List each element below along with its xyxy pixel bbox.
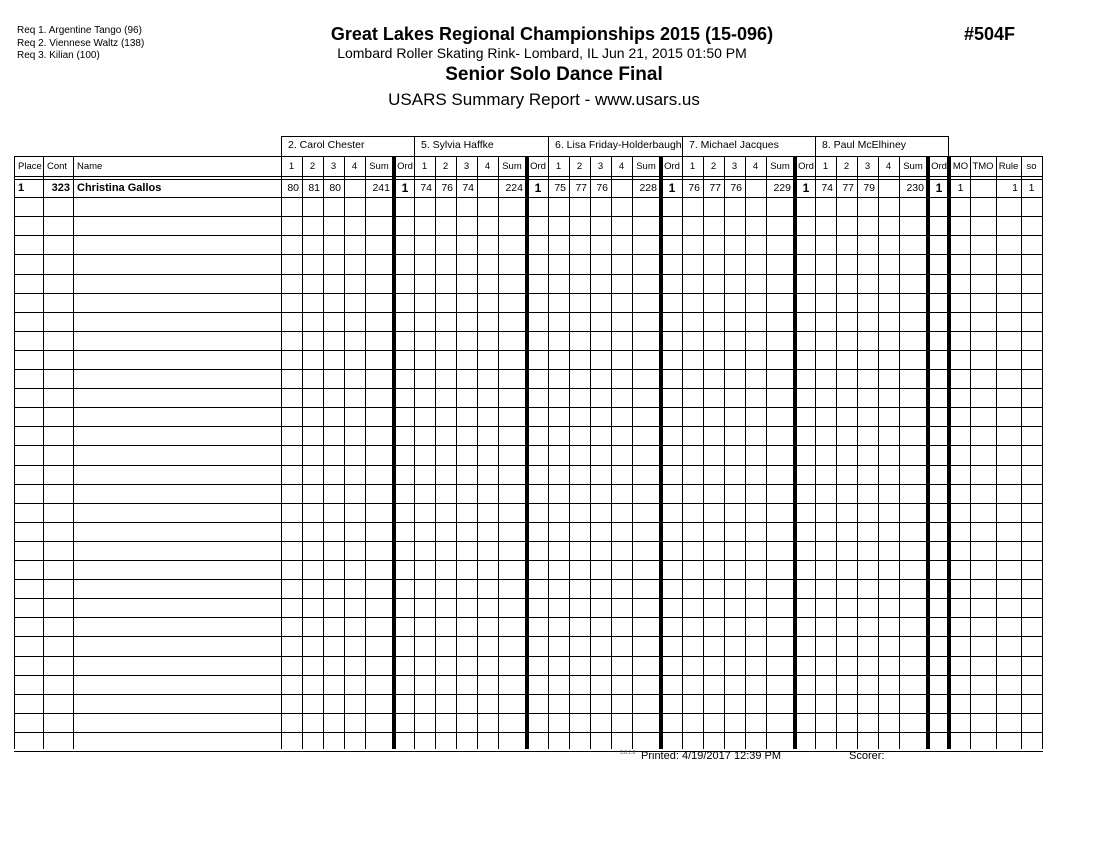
col-header-judge2-2: 2 <box>442 161 449 172</box>
judge1-s1: 80 <box>287 182 299 194</box>
grid-line <box>1021 156 1022 749</box>
col-header-judge1-4: 4 <box>351 161 358 172</box>
grid-line <box>836 156 837 749</box>
requirement-2: Req 2. Viennese Waltz (138) <box>17 37 145 49</box>
grid-line <box>611 156 612 749</box>
grid-line <box>745 156 746 749</box>
contestant-number: 323 <box>51 182 70 194</box>
judge2-s1: 74 <box>420 182 432 194</box>
judge2-s2: 76 <box>441 182 453 194</box>
grid-line <box>14 751 1043 752</box>
col-header-judge5-4: 4 <box>885 161 892 172</box>
col-header-judge5-1: 1 <box>822 161 829 172</box>
judge3-sum: 228 <box>639 182 657 194</box>
col-header-so: so <box>1026 161 1037 172</box>
competition-title: Great Lakes Regional Championships 2015 (15-096) <box>330 24 774 44</box>
judge1-s2: 81 <box>308 182 320 194</box>
col-header-judge4-sum: Sum <box>770 161 790 172</box>
grid-line <box>414 156 415 749</box>
tmo-value <box>970 179 996 197</box>
grid-line <box>724 156 725 749</box>
col-header-judge4-ord: Ord <box>798 161 814 172</box>
grid-line <box>477 156 478 749</box>
grid-line <box>281 156 282 749</box>
judge1-ord: 1 <box>401 181 409 195</box>
location-date: Lombard Roller Skating Rink- Lombard, IL Jun 21, 2015 01:50 PM <box>337 45 747 61</box>
col-header-tmo: TMO <box>972 161 994 172</box>
grid-line <box>435 156 436 749</box>
grid-line <box>703 156 704 749</box>
report-title: USARS Summary Report - www.usars.us <box>388 90 700 109</box>
judge1-s4 <box>344 179 365 197</box>
col-header-judge2-1: 1 <box>421 161 428 172</box>
col-header-mo: MO <box>952 161 969 172</box>
judge5-s4 <box>878 179 899 197</box>
col-header-rule: Rule <box>998 161 1019 172</box>
so-value: 1 <box>1028 182 1035 194</box>
col-header-place: Place <box>18 161 42 172</box>
grid-line <box>659 156 663 749</box>
judge3-s4 <box>611 179 632 197</box>
col-header-judge2-4: 4 <box>484 161 491 172</box>
rule-value: 1 <box>1012 182 1018 194</box>
col-header-judge4-3: 3 <box>731 161 738 172</box>
place-value: 1 <box>18 182 25 194</box>
judge5-s3: 79 <box>863 182 875 194</box>
grid-line <box>815 156 816 749</box>
judge3-s2: 77 <box>575 182 587 194</box>
grid-line <box>344 156 345 749</box>
grid-line <box>392 156 396 749</box>
grid-line <box>793 156 797 749</box>
grid-line <box>1042 156 1043 749</box>
col-header-judge2-ord: Ord <box>530 161 546 172</box>
grid-line <box>766 156 767 749</box>
requirement-1: Req 1. Argentine Tango (96) <box>17 25 142 36</box>
grid-line <box>590 156 591 749</box>
judge2-s3: 74 <box>462 182 474 194</box>
col-header-judge1-ord: Ord <box>397 161 413 172</box>
judge5-sum: 230 <box>906 182 924 194</box>
judge-header-1: 2. Carol Chester <box>281 136 415 156</box>
col-header-judge3-3: 3 <box>597 161 604 172</box>
requirement-3: Req 3. Kilian (100) <box>17 50 100 61</box>
grid-line <box>970 156 971 749</box>
grid-line <box>365 156 366 749</box>
scorer-label: Scorer: <box>849 750 885 762</box>
col-header-judge3-4: 4 <box>618 161 625 172</box>
grid-line <box>14 156 15 749</box>
judge2-ord: 1 <box>534 181 542 195</box>
judge4-sum: 229 <box>773 182 791 194</box>
grid-line <box>926 156 930 749</box>
col-header-judge1-sum: Sum <box>369 161 389 172</box>
event-title: Senior Solo Dance Final <box>445 64 663 85</box>
col-header-judge5-ord: Ord <box>931 161 947 172</box>
judge4-ord: 1 <box>802 181 810 195</box>
judge4-s4 <box>745 179 766 197</box>
grid-line <box>456 156 457 749</box>
grid-line <box>569 156 570 749</box>
grid-line <box>996 156 997 749</box>
grid-line <box>302 156 303 749</box>
grid-line <box>548 156 549 749</box>
judge2-s4 <box>477 179 498 197</box>
grid-line <box>73 156 74 749</box>
judge-header-4: 7. Michael Jacques <box>682 136 816 156</box>
judge2-sum: 224 <box>505 182 523 194</box>
event-number: #504F <box>964 24 1016 44</box>
judge4-s1: 76 <box>688 182 700 194</box>
col-header-judge4-4: 4 <box>752 161 759 172</box>
grid-line <box>947 156 951 749</box>
printed-timestamp: Printed: 4/19/2017 12:39 PM <box>641 750 782 762</box>
col-header-judge1-2: 2 <box>309 161 316 172</box>
grid-line <box>525 156 529 749</box>
grid-line <box>498 156 499 749</box>
mo-value: 1 <box>957 182 964 194</box>
judge-header-2: 5. Sylvia Haffke <box>414 136 549 156</box>
judge4-s2: 77 <box>709 182 721 194</box>
judge1-sum: 241 <box>372 182 390 194</box>
judge3-ord: 1 <box>668 181 676 195</box>
judge3-s1: 75 <box>554 182 566 194</box>
judge5-s2: 77 <box>842 182 854 194</box>
judge5-s1: 74 <box>821 182 833 194</box>
col-header-judge3-1: 1 <box>555 161 562 172</box>
col-header-judge2-sum: Sum <box>502 161 522 172</box>
judge4-s3: 76 <box>730 182 742 194</box>
grid-line <box>323 156 324 749</box>
col-header-judge2-3: 3 <box>463 161 470 172</box>
col-header-judge3-2: 2 <box>576 161 583 172</box>
contestant-name: Christina Gallos <box>77 182 162 194</box>
col-header-name: Name <box>77 161 103 172</box>
col-header-judge1-3: 3 <box>330 161 337 172</box>
grid-line <box>899 156 900 749</box>
grid-line <box>43 156 44 749</box>
judge5-ord: 1 <box>935 181 943 195</box>
version-label: 3.8.1.8 <box>620 750 636 756</box>
col-header-judge5-3: 3 <box>864 161 871 172</box>
grid-line <box>632 156 633 749</box>
judge-header-5: 8. Paul McElhiney <box>815 136 949 156</box>
col-header-judge1-1: 1 <box>288 161 295 172</box>
judge1-s3: 80 <box>329 182 341 194</box>
grid-line <box>878 156 879 749</box>
judge-header-3: 6. Lisa Friday-Holderbaugh <box>548 136 683 156</box>
judge3-s3: 76 <box>596 182 608 194</box>
col-header-judge4-1: 1 <box>689 161 696 172</box>
col-header-judge3-sum: Sum <box>636 161 656 172</box>
col-header-judge3-ord: Ord <box>664 161 680 172</box>
grid-line <box>682 156 683 749</box>
grid-line <box>857 156 858 749</box>
col-header-judge5-sum: Sum <box>903 161 923 172</box>
col-header-judge5-2: 2 <box>843 161 850 172</box>
col-header-judge4-2: 2 <box>710 161 717 172</box>
col-header-cont: Cont <box>47 161 68 172</box>
